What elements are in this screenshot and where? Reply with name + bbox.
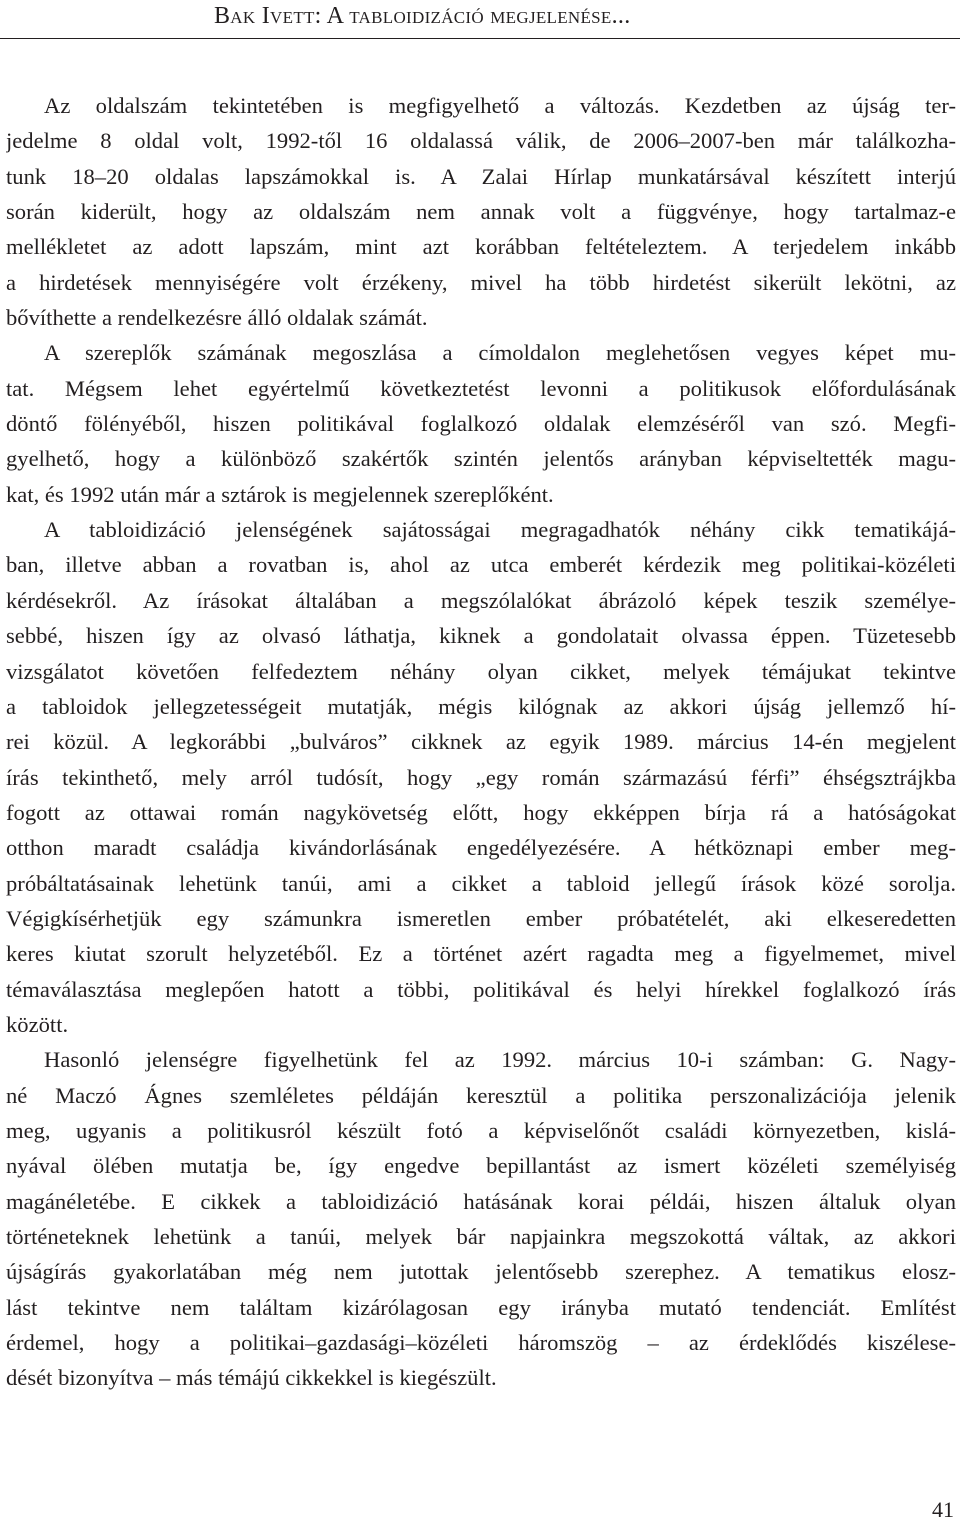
text-line: sebbé, hiszen így az olvasó láthatja, kiknek a gondolatait olvassa éppen. Tüzetesebb — [6, 623, 956, 649]
text-line: rei közül. A legkorábbi „bulváros” cikknek az egyik 1989. március 14-én megjelent — [6, 729, 956, 755]
text-line: magánéletébe. E cikkek a tabloidizáció hatásának korai példái, hiszen általuk olyan — [6, 1188, 956, 1214]
text-line: bővíthette a rendelkezésre álló oldalak számát. — [6, 305, 428, 331]
text-line: mellékletet az adott lapszám, mint azt korábban feltételeztem. A terjedelem inkább — [6, 234, 956, 260]
text-line: tunk 18–20 oldalas lapszámokkal is. A Zalai Hírlap munkatársával készített interjú — [6, 163, 956, 189]
text-line: érdemel, hogy a politikai–gazdasági–közéleti háromszög – az érdeklődés kiszélese- — [6, 1330, 956, 1356]
text-line: né Maczó Ágnes szemléletes példáján keresztül a politika perszonalizációja jelenik — [6, 1082, 956, 1108]
text-line: próbáltatásainak lehetünk tanúi, ami a cikket a tabloid jellegű írások közé sorolja. — [6, 870, 956, 896]
text-line: otthon maradt családja kivándorlásának engedélyezésére. A hétköznapi ember meg- — [6, 835, 956, 861]
text-line: fogott az ottawai román nagykövetség előtt, hogy ekképpen bírja rá a hatóságokat — [6, 799, 956, 825]
text-line: a tabloidok jellegzetességeit mutatják, mégis kilógnak az akkori újság jellemző hí- — [6, 693, 956, 719]
text-line: vizsgálatot követően felfedeztem néhány olyan cikket, melyek témájukat tekintve — [6, 658, 956, 684]
text-line: Hasonló jelenségre figyelhetünk fel az 1992. március 10-i számban: G. Nagy- — [44, 1047, 956, 1073]
text-line: döntő fölényéből, hiszen politikával foglalkozó oldalak elemzéséről van szó. Megfi- — [6, 411, 956, 437]
text-line: gyelhető, hogy a különböző szakértők szintén jelentős arányban képviseltették magu- — [6, 446, 956, 472]
text-line: írás tekinthető, mely arról tudósít, hogy „egy román származású férfi” éhségsztrájkba — [6, 764, 956, 790]
text-line: jedelme 8 oldal volt, 1992-től 16 oldalassá válik, de 2006–2007-ben már találkozha- — [6, 128, 956, 154]
text-line: kérdésekről. Az írásokat általában a megszólalókat ábrázoló képek teszik személye- — [6, 587, 956, 613]
page-number: 41 — [932, 1497, 954, 1522]
body-text — [6, 88, 956, 1396]
running-title: Bak Ivett: A tabloidizáció megjelenése... — [214, 3, 631, 29]
text-line: lást tekintve nem találtam kizárólagosan egy irányba mutató tendenciát. Említést — [6, 1294, 956, 1320]
text-line: között. — [6, 1011, 69, 1037]
text-line: tat. Mégsem lehet egyértelmű következtetést levonni a politikusok előfordulásának — [6, 375, 956, 401]
text-line: ban, illetve abban a rovatban is, ahol az utca emberét kérdezik meg politikai-közéleti — [6, 552, 956, 578]
text-line: Végigkísérhetjük egy számunkra ismeretlen ember próbatételét, aki elkeseredetten — [6, 905, 956, 931]
text-line: újságírás gyakorlatában még nem jutottak jelentősebb szerephez. A tematikus elosz- — [6, 1259, 956, 1285]
text-line: kat, és 1992 után már a sztárok is megjelennek szereplőként. — [6, 481, 554, 507]
text-line: keres kiutat szorult helyzetéből. Ez a történet azért ragadta meg a figyelmemet, mivel — [6, 941, 956, 967]
text-line: Az oldalszám tekintetében is megfigyelhető a változás. Kezdetben az újság ter- — [44, 93, 956, 118]
text-line: során kiderült, hogy az oldalszám nem annak volt a függvénye, hogy tartalmaz-e — [6, 199, 956, 225]
text-line: dését bizonyítva – más témájú cikkekkel is kiegészült. — [6, 1365, 497, 1391]
header-rule — [0, 38, 960, 39]
text-line: a hirdetések mennyiségére volt érzékeny, mivel ha több hirdetést sikerült lekötni, az — [6, 269, 956, 295]
text-line: történeteknek lehetünk a tanúi, melyek bár napjainkra megszokottá váltak, az akkori — [6, 1224, 956, 1249]
text-line: meg, ugyanis a politikusról készült fotó a képviselőnőt családi környezetben, kislá- — [6, 1117, 956, 1143]
running-header — [0, 0, 960, 44]
text-line: nyával ölében mutatja be, így engedve bepillantást az ismert közéleti személyiség — [6, 1153, 956, 1179]
text-line: A szereplők számának megoszlása a címoldalon meglehetősen vegyes képet mu- — [44, 340, 956, 366]
text-line: A tabloidizáció jelenségének sajátosságai megragadhatók néhány cikk tematikájá- — [44, 517, 956, 543]
text-line: témaválasztása meglepően hatott a többi, politikával és helyi hírekkel foglalkozó írás — [6, 976, 956, 1002]
